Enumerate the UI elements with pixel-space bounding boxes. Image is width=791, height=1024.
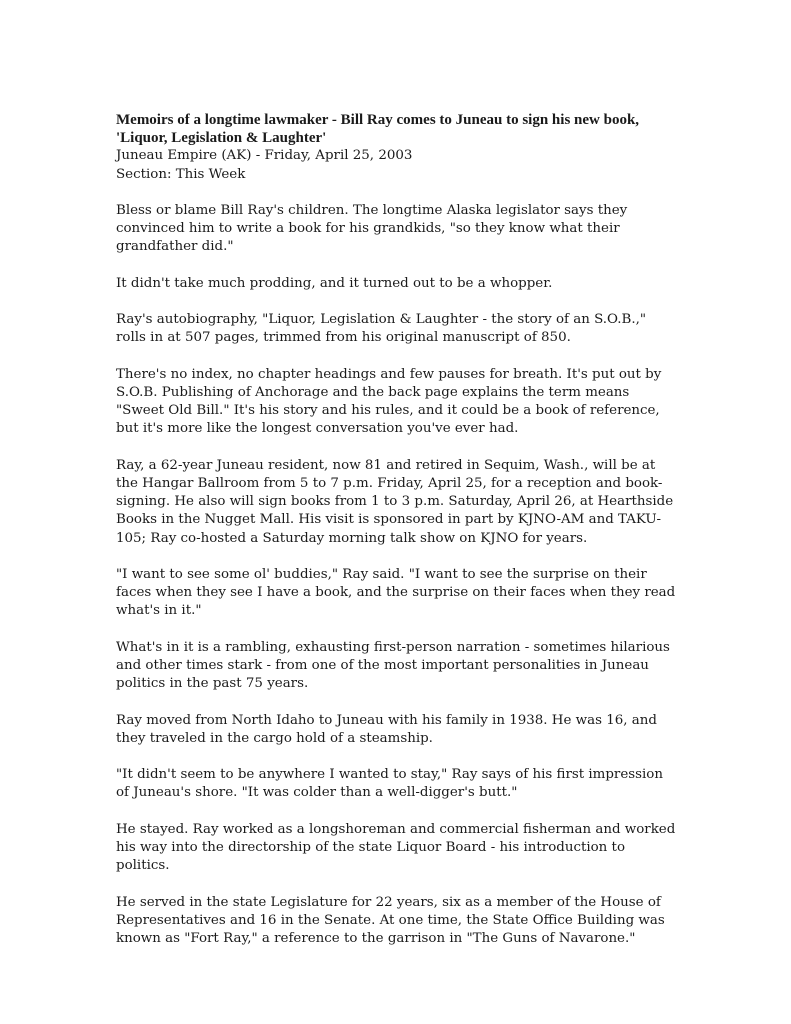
article-paragraph: Ray's autobiography, "Liquor, Legislation & Laughter - the story of an S.O.B.," rolls in at 507 pages, trimmed from his original manuscript of 850.	[116, 312, 647, 346]
article-page	[116, 111, 676, 948]
article-paragraph: It didn't take much prodding, and it turned out to be a whopper.	[116, 275, 553, 291]
article-paragraph: He served in the state Legislature for 22 years, six as a member of the House of Representatives and 16 in the Senate. At one time, the State Office Building was known as "Fort Ray," a reference to the garrison in "The Guns of Navarone."	[116, 894, 665, 946]
article-paragraph: Ray moved from North Idaho to Juneau with his family in 1938. He was 16, and they traveled in the cargo hold of a steamship.	[116, 712, 657, 746]
article-paragraph: What's in it is a rambling, exhausting first-person narration - sometimes hilarious and other times stark - from one of the most important personalities in Juneau politics in the past 75 years.	[116, 639, 670, 692]
article-source-line: Juneau Empire (AK) - Friday, April 25, 2003	[116, 148, 413, 164]
article-paragraph: He stayed. Ray worked as a longshoreman and commercial fisherman and worked his way into the directorship of the state Liquor Board - his introduction to politics.	[116, 821, 676, 874]
article-headline: Memoirs of a longtime lawmaker - Bill Ray comes to Juneau to sign his new book, 'Liquor, Legislation & Laughter'	[116, 112, 640, 147]
article-paragraph: Ray, a 62-year Juneau resident, now 81 and retired in Sequim, Wash., will be at the Hangar Ballroom from 5 to 7 p.m. Friday, April 25, for a reception and book-signing. He also will sign books from 1 to 3 p.m. Saturday, April 26, at Hearthside Books in the Nugget Mall. His visit is sponsored in part by KJNO-AM and TAKU-105; Ray co-hosted a Saturday morning talk show on KJNO for years.	[116, 457, 674, 546]
article-section-line: Section: This Week	[116, 166, 246, 182]
article-paragraph: "I want to see some ol' buddies," Ray said. "I want to see the surprise on their faces when they see I have a book, and the surprise on their faces when they read what's in it."	[116, 566, 676, 619]
article-paragraph: Bless or blame Bill Ray's children. The longtime Alaska legislator says they convinced him to write a book for his grandkids, "so they know what their grandfather did."	[116, 203, 628, 255]
article-paragraph: There's no index, no chapter headings and few pauses for breath. It's put out by S.O.B. Publishing of Anchorage and the back page explains the term means "Sweet Old Bill." It's his story and his rules, and it could be a book of reference, but it's more like the longest conversation you've ever had.	[116, 366, 662, 437]
article-paragraph: "It didn't seem to be anywhere I wanted to stay," Ray says of his first impression of Juneau's shore. "It was colder than a well-digger's butt."	[116, 767, 663, 801]
